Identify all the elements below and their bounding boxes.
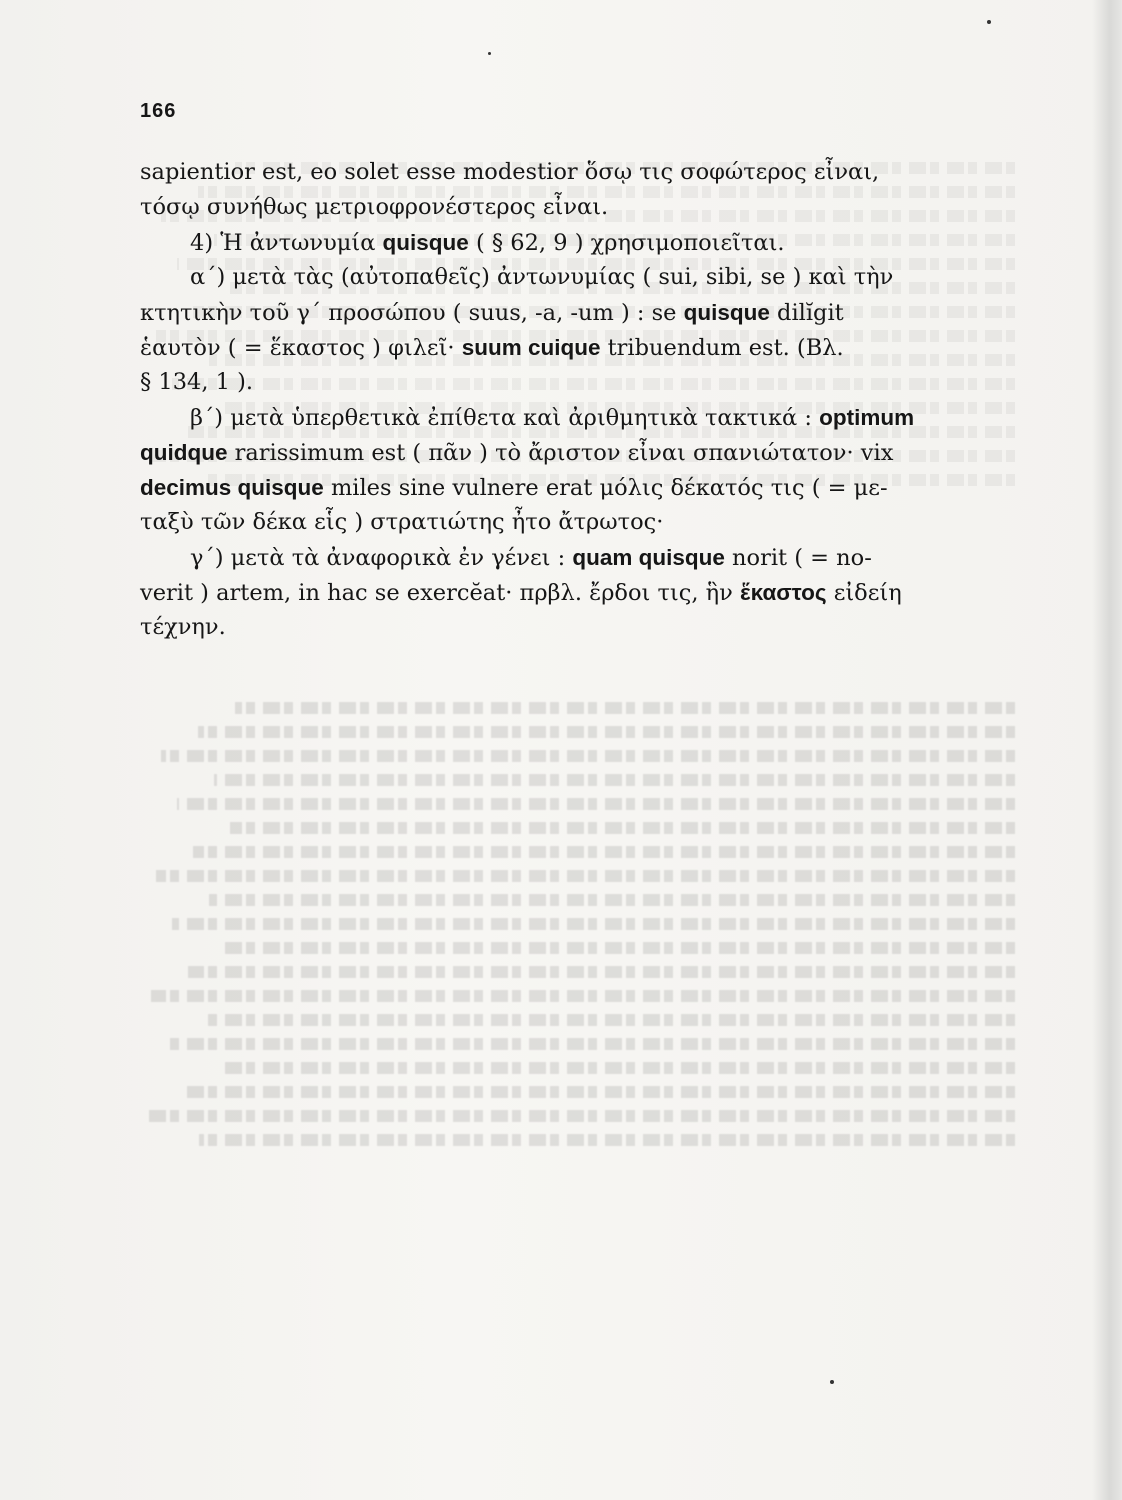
bold-term: suum cuique [461,335,601,360]
text-line [140,400,1008,435]
text-segment: τέχνην. [140,614,226,640]
bold-term: decimus quisque [140,475,324,500]
page-number: 166 [140,100,177,122]
show-through-line [230,822,1015,834]
bold-term: optimum [819,405,915,430]
text-segment: ταξὺ τῶν δέκα εἷς ) στρατιώτης ἦτο ἄτρωτος· [140,509,664,535]
show-through-line [151,990,1015,1002]
show-through-line [209,894,1015,906]
text-segment: α΄) μετὰ τὰς (αὐτοπαθεῖς) ἀντωνυμίας ( sui, sibi, se ) καὶ τὴν [190,264,894,290]
text-segment: § 134, 1 ). [140,369,254,395]
bold-term: ἕκαστος [739,580,827,605]
page-edge-shadow [1092,0,1122,1500]
text-line [140,155,1008,190]
bold-term: quisque [683,300,770,325]
text-segment: 4) Ἡ ἀντωνυμία [190,230,383,256]
show-through-line [156,870,1015,882]
show-through-line [214,774,1015,786]
bold-term: quam quisque [572,545,725,570]
text-segment: verit ) artem, in hac se exercĕat· πρβλ. ἔρδοι τις, ἣν [140,580,740,606]
text-segment: ὅσῳ τις σοφώτερος εἶναι, [584,159,880,185]
text-line [140,470,1008,505]
show-through-line [225,942,1015,954]
text-segment: dilĭgit [769,300,844,326]
text-segment: εἰδείη [826,580,902,606]
text-segment: miles sine vulnere erat μόλις δέκατός τις ( = με- [323,475,888,501]
text-line [140,260,1008,295]
speck [830,1380,834,1384]
text-line [140,295,1008,330]
text-line [140,575,1008,610]
text-line [140,190,1008,225]
text-segment: tribuendum est. (Βλ. [600,335,844,361]
bold-term: quisque [382,230,469,255]
show-through-line [235,702,1015,714]
show-through-text-lower [135,690,1015,1410]
text-segment: γ΄) μετὰ τὰ ἀναφορικὰ ἐν γένει : [190,545,573,571]
text-segment: ( § 62, 9 ) χρησιμοποιεῖται. [468,230,785,256]
text-line [140,225,1008,260]
show-through-line [198,726,1015,738]
text-line [140,505,1008,540]
text-line [140,435,1008,470]
text-segment: ἑαυτὸν ( = ἕκαστος ) φιλεῖ· [140,335,462,361]
text-segment: norit ( = no- [724,545,872,571]
text-line [140,540,1008,575]
text-segment: sapientior est, eo solet esse modestior [140,159,585,185]
show-through-line [220,1062,1015,1074]
speck [488,52,491,55]
speck [987,20,991,24]
text-segment: rarissimum est ( πᾶν ) τὸ ἄριστον εἶναι σπανιώτατον· vix [227,440,894,466]
show-through-line [172,918,1015,930]
show-through-line [204,1014,1015,1026]
body-text [140,155,1008,645]
text-segment: τόσῳ συνήθως μετριοφρονέστερος εἶναι. [140,194,609,220]
show-through-line [183,1086,1015,1098]
show-through-line [146,1110,1015,1122]
show-through-line [188,966,1015,978]
show-through-line [161,750,1015,762]
show-through-line [199,1134,1015,1146]
show-through-line [193,846,1015,858]
bold-term: quidque [140,440,228,465]
show-through-line [177,798,1015,810]
show-through-line [167,1038,1015,1050]
text-line [140,365,1008,400]
text-line [140,610,1008,645]
text-line [140,330,1008,365]
text-segment: κτητικὴν τοῦ γ΄ προσώπου ( suus, -a, -um ) : se [140,300,684,326]
text-segment: β΄) μετὰ ὑπερθετικὰ ἐπίθετα καὶ ἀριθμητικὰ τακτικά : [190,405,820,431]
